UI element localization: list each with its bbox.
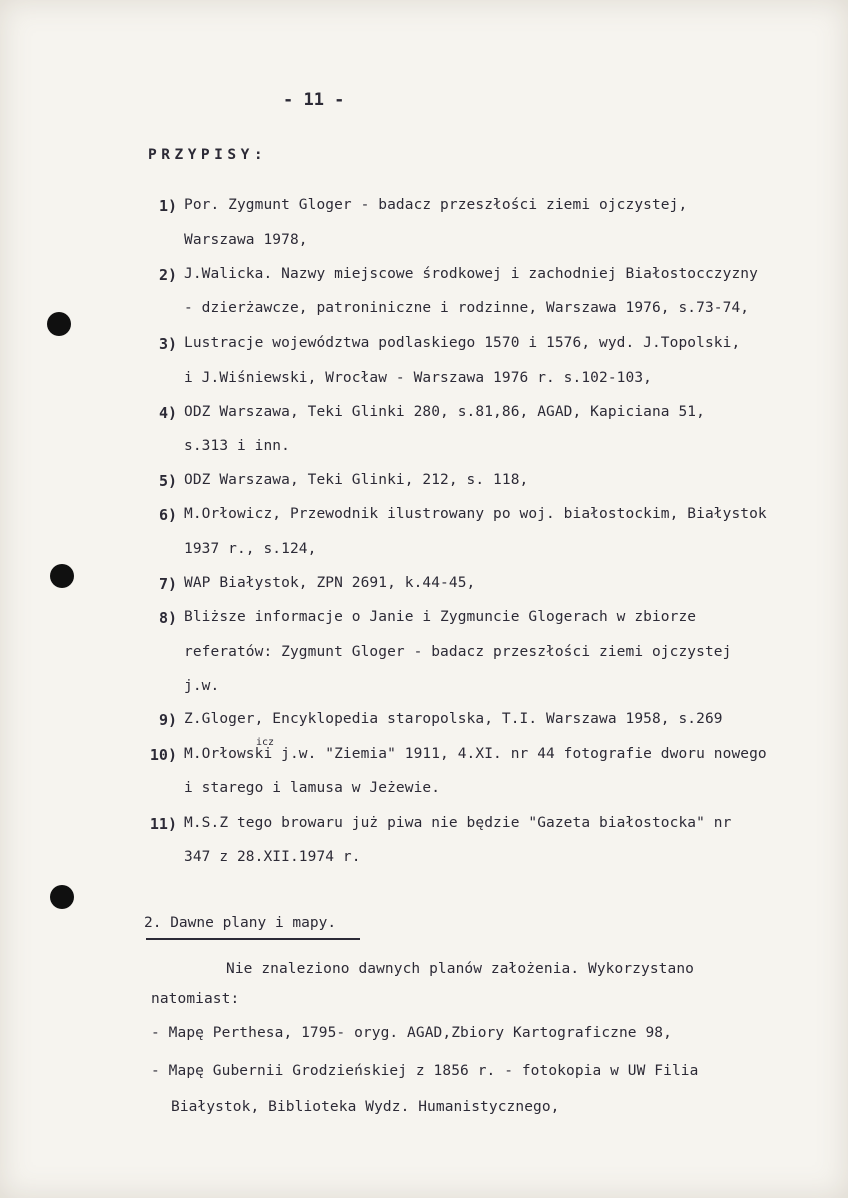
footnote-number: 11) bbox=[149, 815, 177, 833]
map-list-item: - Mapę Perthesa, 1795- oryg. AGAD,Zbiory Kartograficzne 98, bbox=[151, 1025, 672, 1041]
punch-hole-top bbox=[47, 312, 71, 336]
footnote-number: 1) bbox=[158, 197, 177, 215]
footnote-line: s.313 i inn. bbox=[184, 438, 290, 454]
footnote-number: 5) bbox=[158, 472, 177, 490]
section-title: 2. Dawne plany i mapy. bbox=[144, 915, 337, 931]
footnote-line: Por. Zygmunt Gloger - badacz przeszłości ziemi ojczystej, bbox=[184, 197, 688, 213]
footnote-number: 6) bbox=[158, 506, 177, 524]
footnote-number: 4) bbox=[158, 404, 177, 422]
section-title-underline bbox=[146, 938, 360, 940]
footnote-line: referatów: Zygmunt Gloger - badacz przeszłości ziemi ojczystej bbox=[184, 644, 732, 660]
footnote-line: j.w. bbox=[184, 678, 220, 694]
footnote-number: 2) bbox=[158, 266, 177, 284]
map-list-item: Białystok, Biblioteka Wydz. Humanistycznego, bbox=[171, 1099, 560, 1115]
footnote-number: 7) bbox=[158, 575, 177, 593]
punch-hole-bottom bbox=[50, 885, 74, 909]
footnote-line: 347 z 28.XII.1974 r. bbox=[184, 849, 361, 865]
footnote-line: Lustracje województwa podlaskiego 1570 i 1576, wyd. J.Topolski, bbox=[184, 335, 741, 351]
footnotes-heading: PRZYPISY: bbox=[148, 147, 268, 163]
footnote-line: M.S.Z tego browaru już piwa nie będzie "Gazeta białostocka" nr bbox=[184, 815, 732, 831]
footnote-line: - dzierżawcze, patroniniczne i rodzinne, Warszawa 1976, s.73-74, bbox=[184, 300, 750, 316]
footnote-line: M.Orłowski j.w. "Ziemia" 1911, 4.XI. nr 44 fotografie dworu nowego bbox=[184, 746, 767, 762]
footnote-line: Z.Gloger, Encyklopedia staropolska, T.I. Warszawa 1958, s.269 bbox=[184, 711, 723, 727]
footnote-number: 10) bbox=[149, 746, 177, 764]
footnote-line: Warszawa 1978, bbox=[184, 232, 308, 248]
map-list-item: - Mapę Gubernii Grodzieńskiej z 1856 r. - fotokopia w UW Filia bbox=[151, 1063, 699, 1079]
footnote-line: Bliższe informacje o Janie i Zygmuncie Glogerach w zbiorze bbox=[184, 609, 697, 625]
footnote-line: 1937 r., s.124, bbox=[184, 541, 317, 557]
paragraph-line: natomiast: bbox=[151, 991, 240, 1007]
footnote-line: ODZ Warszawa, Teki Glinki, 212, s. 118, bbox=[184, 472, 529, 488]
punch-hole-middle bbox=[50, 564, 74, 588]
footnote-number: 9) bbox=[158, 711, 177, 729]
footnote-line: J.Walicka. Nazwy miejscowe środkowej i zachodniej Białostocczyzny bbox=[184, 266, 758, 282]
footnote-line: i starego i lamusa w Jeżewie. bbox=[184, 780, 441, 796]
footnote-number: 3) bbox=[158, 335, 177, 353]
footnote-line: M.Orłowicz, Przewodnik ilustrowany po woj. białostockim, Białystok bbox=[184, 506, 767, 522]
handwritten-correction: icz bbox=[256, 737, 275, 748]
footnote-line: ODZ Warszawa, Teki Glinki 280, s.81,86, AGAD, Kapiciana 51, bbox=[184, 404, 705, 420]
page-number: - 11 - bbox=[283, 90, 345, 110]
footnote-line: WAP Białystok, ZPN 2691, k.44-45, bbox=[184, 575, 476, 591]
footnote-line: i J.Wiśniewski, Wrocław - Warszawa 1976 r. s.102-103, bbox=[184, 370, 652, 386]
footnote-number: 8) bbox=[158, 609, 177, 627]
paragraph-line: Nie znaleziono dawnych planów założenia. Wykorzystano bbox=[226, 961, 694, 977]
